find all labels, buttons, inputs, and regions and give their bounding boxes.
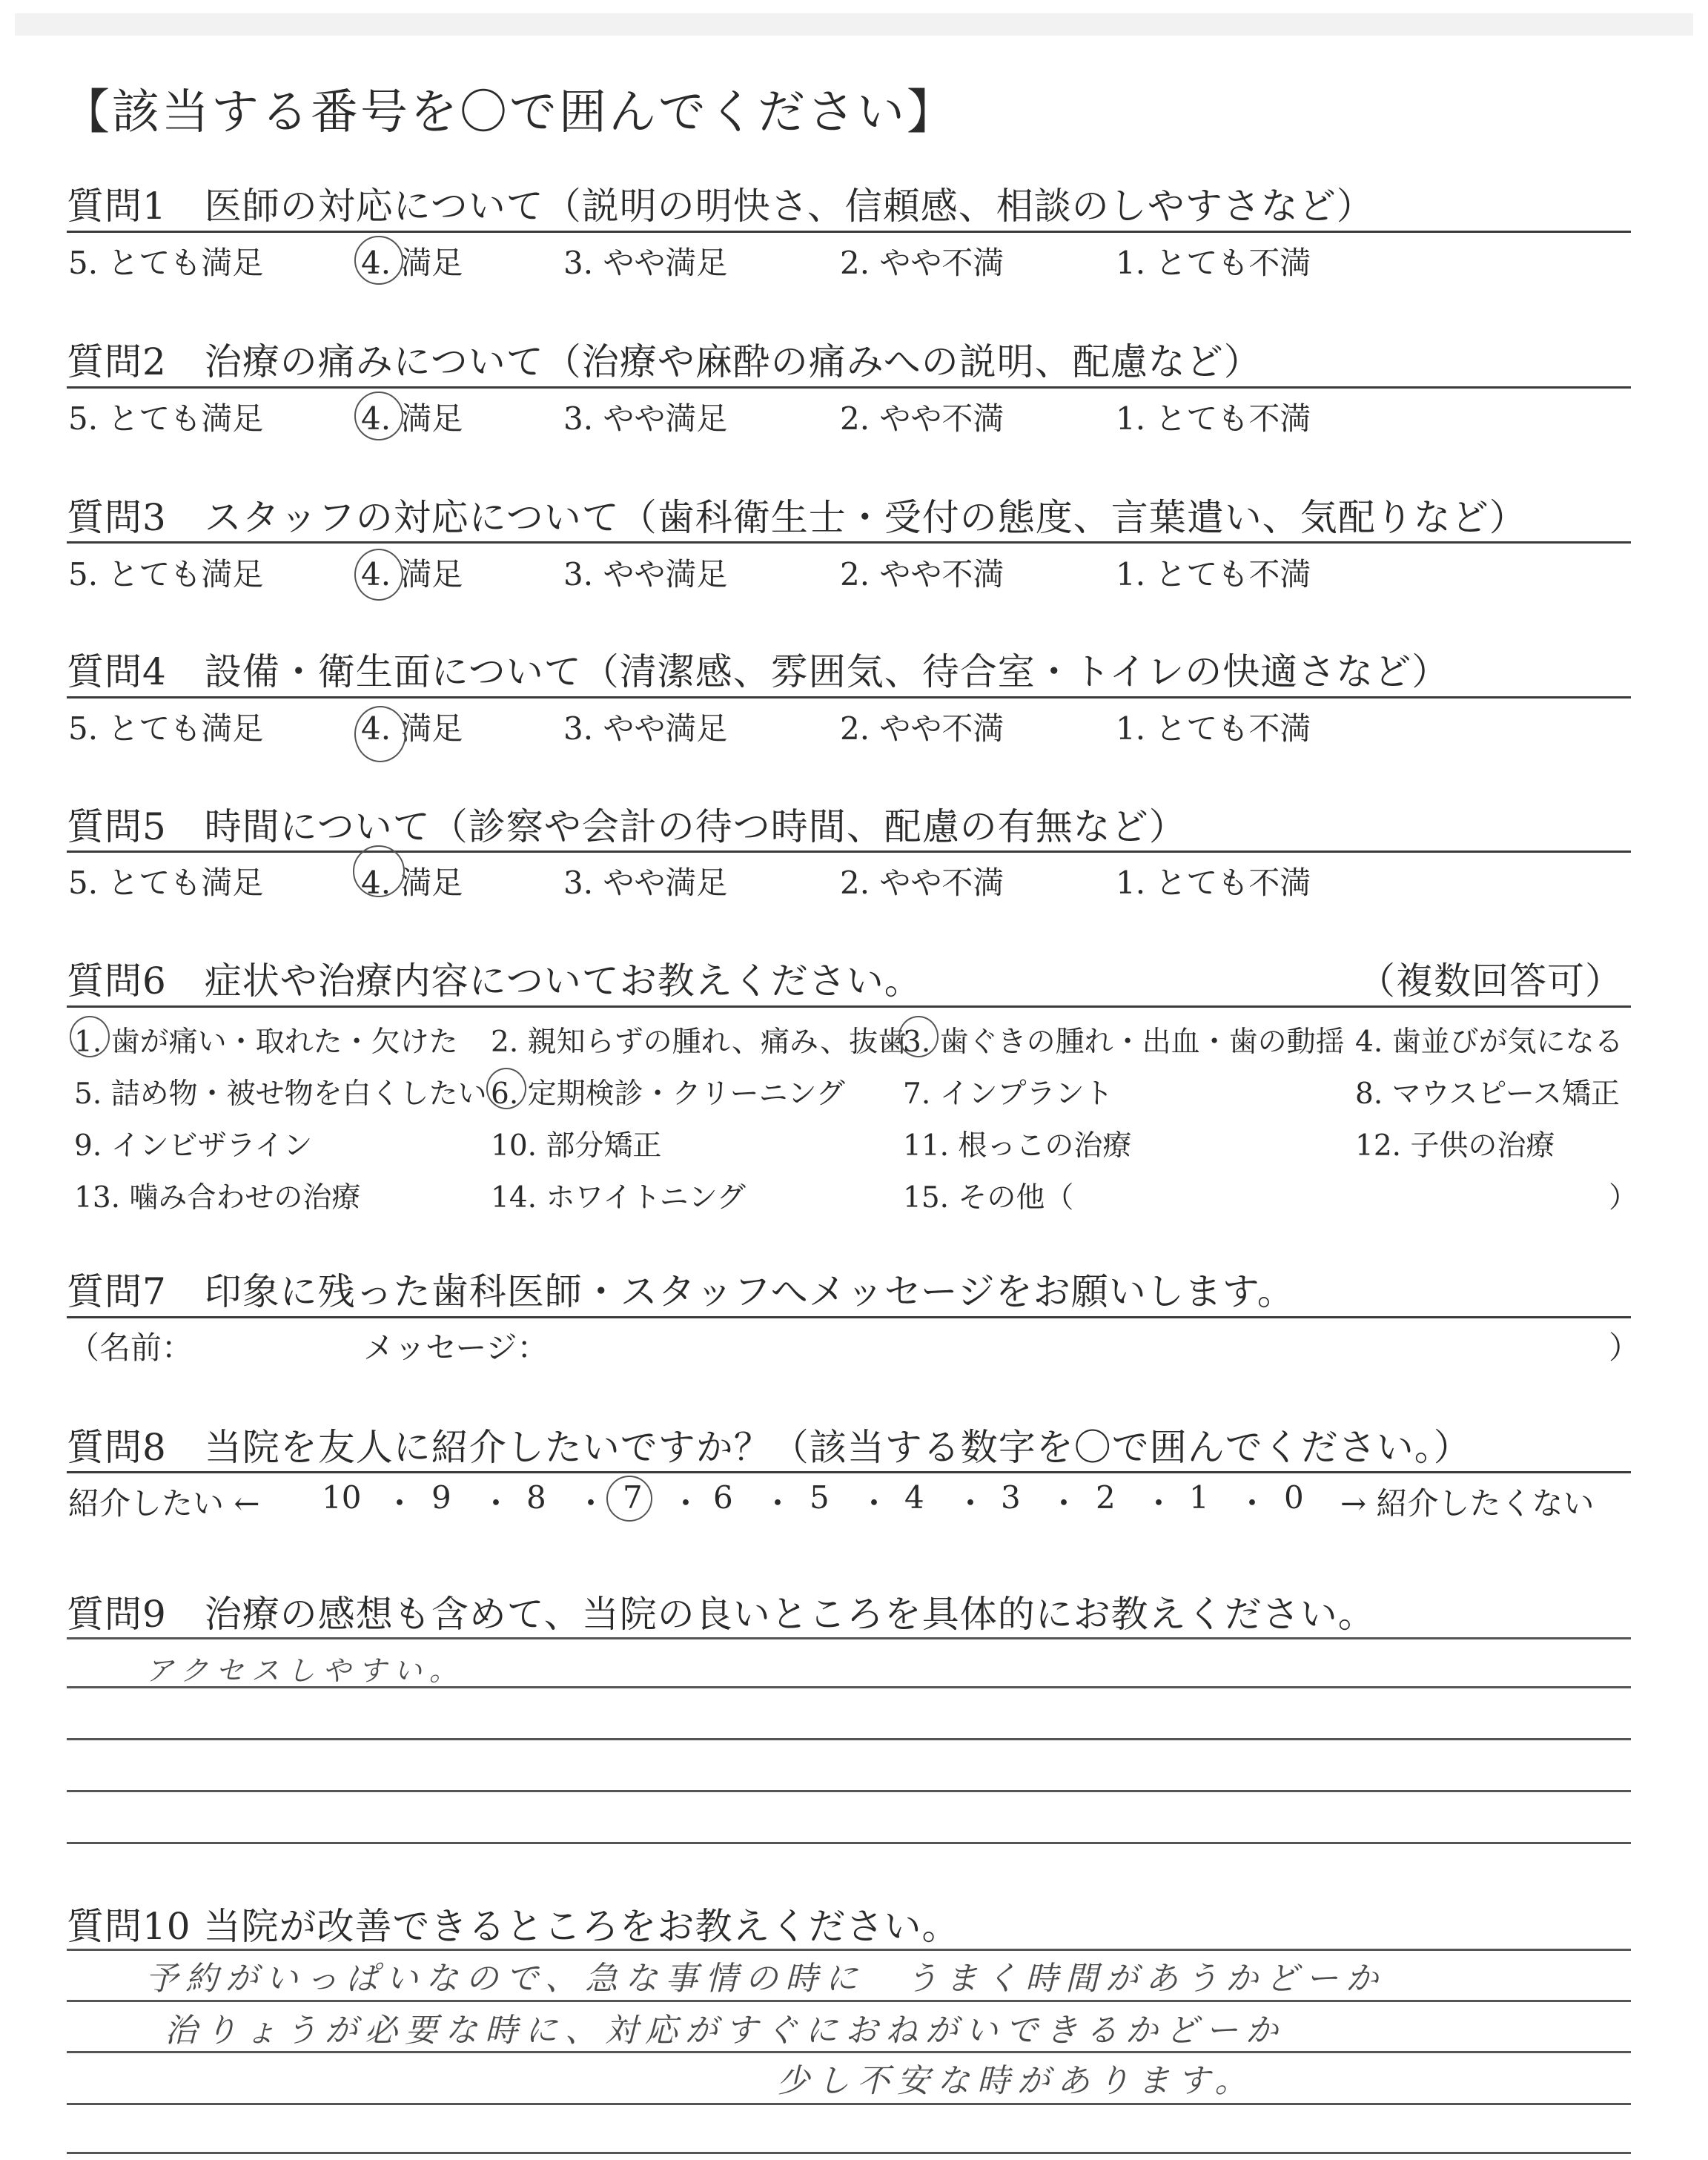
q2-title: 質問2 治療の痛みについて（治療や麻酔の痛みへの説明、配慮など） <box>67 340 1262 383</box>
q8-scale-0[interactable]: 0 <box>1284 1479 1304 1516</box>
q8-scale-6[interactable]: 6 <box>713 1479 733 1516</box>
q8-scale-separator: ・ <box>955 1485 987 1522</box>
q1-option-1[interactable]: 1. とても不満 <box>1116 245 1311 281</box>
q8-scale-separator: ・ <box>1237 1485 1268 1522</box>
q5-option-3[interactable]: 3. やや満足 <box>563 865 728 901</box>
q9-handwritten-answer: アクセスしやすい。 <box>145 1654 465 1687</box>
q10-line-2 <box>67 2000 1631 2002</box>
q7-rule <box>67 1316 1631 1318</box>
q8-scale-9[interactable]: 9 <box>431 1479 451 1516</box>
q10-line-3 <box>67 2051 1631 2053</box>
q4-rule <box>67 696 1631 698</box>
q9-line-5 <box>67 1842 1631 1844</box>
q4-option-5[interactable]: 5. とても満足 <box>68 710 264 747</box>
q2-option-5[interactable]: 5. とても満足 <box>68 400 264 437</box>
q8-scale-separator: ・ <box>670 1485 702 1522</box>
q6-option-5[interactable]: 5. 詰め物・被せ物を白くしたい <box>74 1077 487 1111</box>
q6-selection-circle-3 <box>898 1016 939 1057</box>
q1-option-2[interactable]: 2. やや不満 <box>840 245 1004 281</box>
q5-option-1[interactable]: 1. とても不満 <box>1116 865 1311 901</box>
q7-name-label: （名前： <box>68 1330 193 1366</box>
q6-option-3[interactable]: 3. 歯ぐきの腫れ・出血・歯の動揺 <box>903 1025 1345 1059</box>
q2-option-3[interactable]: 3. やや満足 <box>563 400 728 437</box>
q6-option-15-close: ） <box>1609 1181 1638 1215</box>
q4-option-3[interactable]: 3. やや満足 <box>563 710 728 747</box>
q6-selection-circle-1 <box>70 1016 110 1057</box>
q6-option-6[interactable]: 6. 定期検診・クリーニング <box>491 1077 845 1111</box>
q1-rule <box>67 231 1631 233</box>
q9-title: 質問9 治療の感想も含めて、当院の良いところを具体的にお教えください。 <box>67 1593 1376 1636</box>
q8-title: 質問8 当院を友人に紹介したいですか？（該当する数字を〇で囲んでください。） <box>67 1426 1472 1469</box>
q8-right-label: → 紹介したくない <box>1340 1485 1595 1522</box>
q3-option-3[interactable]: 3. やや満足 <box>563 556 728 592</box>
q9-line-4 <box>67 1790 1631 1792</box>
q3-selection-circle <box>354 549 403 601</box>
q10-handwritten-line-2: 治りょうが必要な時に、対応がすぐにおねがいできるかどーか <box>165 2012 1285 2050</box>
q6-option-15[interactable]: 15. その他（ <box>903 1181 1074 1215</box>
q4-option-1[interactable]: 1. とても不満 <box>1116 710 1311 747</box>
q5-option-5[interactable]: 5. とても満足 <box>68 865 264 901</box>
q6-option-8[interactable]: 8. マウスピース矯正 <box>1355 1077 1620 1111</box>
q8-scale-separator: ・ <box>575 1485 607 1522</box>
q9-line-3 <box>67 1738 1631 1740</box>
q10-handwritten-line-3: 少し不安な時があります。 <box>777 2062 1255 2100</box>
q4-title: 質問4 設備・衛生面について（清潔感、雰囲気、待合室・トイレの快適さなど） <box>67 650 1450 693</box>
q10-line-1 <box>67 1949 1631 1951</box>
q6-option-10[interactable]: 10. 部分矯正 <box>491 1129 662 1163</box>
q3-option-4[interactable]: 4. 満足 <box>361 556 463 592</box>
q5-option-4[interactable]: 4. 満足 <box>361 865 463 901</box>
q8-rule <box>67 1471 1631 1473</box>
q6-option-2[interactable]: 2. 親知らずの腫れ、痛み、抜歯 <box>491 1025 907 1059</box>
q8-scale-separator: ・ <box>1048 1485 1080 1522</box>
q3-option-5[interactable]: 5. とても満足 <box>68 556 264 592</box>
q5-title: 質問5 時間について（診察や会計の待つ時間、配慮の有無など） <box>67 805 1187 848</box>
q6-option-12[interactable]: 12. 子供の治療 <box>1355 1129 1555 1163</box>
q5-option-2[interactable]: 2. やや不満 <box>840 865 1004 901</box>
q6-option-9[interactable]: 9. インビザライン <box>74 1129 313 1163</box>
q2-option-2[interactable]: 2. やや不満 <box>840 400 1004 437</box>
q6-option-4[interactable]: 4. 歯並びが気になる <box>1355 1025 1623 1059</box>
q6-note: （複数回答可） <box>1358 960 1623 1003</box>
q7-title: 質問7 印象に残った歯科医師・スタッフへメッセージをお願いします。 <box>67 1270 1295 1313</box>
q4-option-4[interactable]: 4. 満足 <box>361 710 463 747</box>
page-heading: 【該当する番号を〇で囲んでください】 <box>62 85 956 140</box>
q10-line-5 <box>67 2152 1631 2154</box>
q7-close-paren: ） <box>1609 1330 1641 1366</box>
q3-option-1[interactable]: 1. とても不満 <box>1116 556 1311 592</box>
q2-rule <box>67 386 1631 389</box>
q10-handwritten-line-1: 予約がいっぱいなので、急な事情の時に うまく時間があうかどーか <box>145 1960 1386 1998</box>
q5-rule <box>67 851 1631 853</box>
q8-scale-4[interactable]: 4 <box>904 1479 924 1516</box>
q8-scale-5[interactable]: 5 <box>810 1479 830 1516</box>
q8-left-label: 紹介したい ← <box>68 1485 260 1522</box>
q3-title: 質問3 スタッフの対応について（歯科衛生士・受付の態度、言葉遣い、気配りなど） <box>67 496 1527 539</box>
q1-selection-circle <box>354 236 403 285</box>
q2-option-1[interactable]: 1. とても不満 <box>1116 400 1311 437</box>
q8-scale-2[interactable]: 2 <box>1096 1479 1116 1516</box>
q8-scale-8[interactable]: 8 <box>526 1479 546 1516</box>
q3-option-2[interactable]: 2. やや不満 <box>840 556 1004 592</box>
q6-rule <box>67 1005 1631 1008</box>
q6-option-7[interactable]: 7. インプラント <box>903 1077 1113 1111</box>
q8-scale-separator: ・ <box>1143 1485 1175 1522</box>
q6-title: 質問6 症状や治療内容についてお教えください。 <box>67 960 922 1003</box>
q6-option-14[interactable]: 14. ホワイトニング <box>491 1181 746 1215</box>
q8-scale-separator: ・ <box>384 1485 416 1522</box>
q2-option-4[interactable]: 4. 満足 <box>361 400 463 437</box>
q8-selection-circle <box>606 1476 652 1522</box>
q2-selection-circle <box>354 392 403 440</box>
q7-message-label: メッセージ： <box>363 1330 549 1366</box>
q4-option-2[interactable]: 2. やや不満 <box>840 710 1004 747</box>
q9-line-1 <box>67 1637 1631 1639</box>
q4-selection-circle <box>354 706 406 762</box>
q1-option-3[interactable]: 3. やや満足 <box>563 245 728 281</box>
q8-scale-1[interactable]: 1 <box>1189 1479 1209 1516</box>
q5-selection-circle <box>353 845 405 897</box>
q8-scale-separator: ・ <box>480 1485 512 1522</box>
q8-scale-3[interactable]: 3 <box>1001 1479 1021 1516</box>
q6-option-13[interactable]: 13. 噛み合わせの治療 <box>74 1181 361 1215</box>
q8-scale-7[interactable]: 7 <box>623 1479 643 1516</box>
q6-option-1[interactable]: 1. 歯が痛い・取れた・欠けた <box>74 1025 458 1059</box>
scan-top-band <box>15 13 1693 36</box>
q8-scale-separator: ・ <box>762 1485 794 1522</box>
q8-scale-10[interactable]: 10 <box>322 1479 362 1516</box>
q8-scale-separator: ・ <box>858 1485 890 1522</box>
q3-rule <box>67 541 1631 544</box>
q1-option-4[interactable]: 4. 満足 <box>361 245 463 281</box>
q6-option-11[interactable]: 11. 根っこの治療 <box>903 1129 1132 1163</box>
q6-selection-circle-6 <box>486 1068 526 1109</box>
q10-line-4 <box>67 2103 1631 2105</box>
q10-title: 質問10 当院が改善できるところをお教えください。 <box>67 1905 960 1948</box>
q1-title: 質問1 医師の対応について（説明の明快さ、信頼感、相談のしやすさなど） <box>67 185 1374 228</box>
q1-option-5[interactable]: 5. とても満足 <box>68 245 264 281</box>
